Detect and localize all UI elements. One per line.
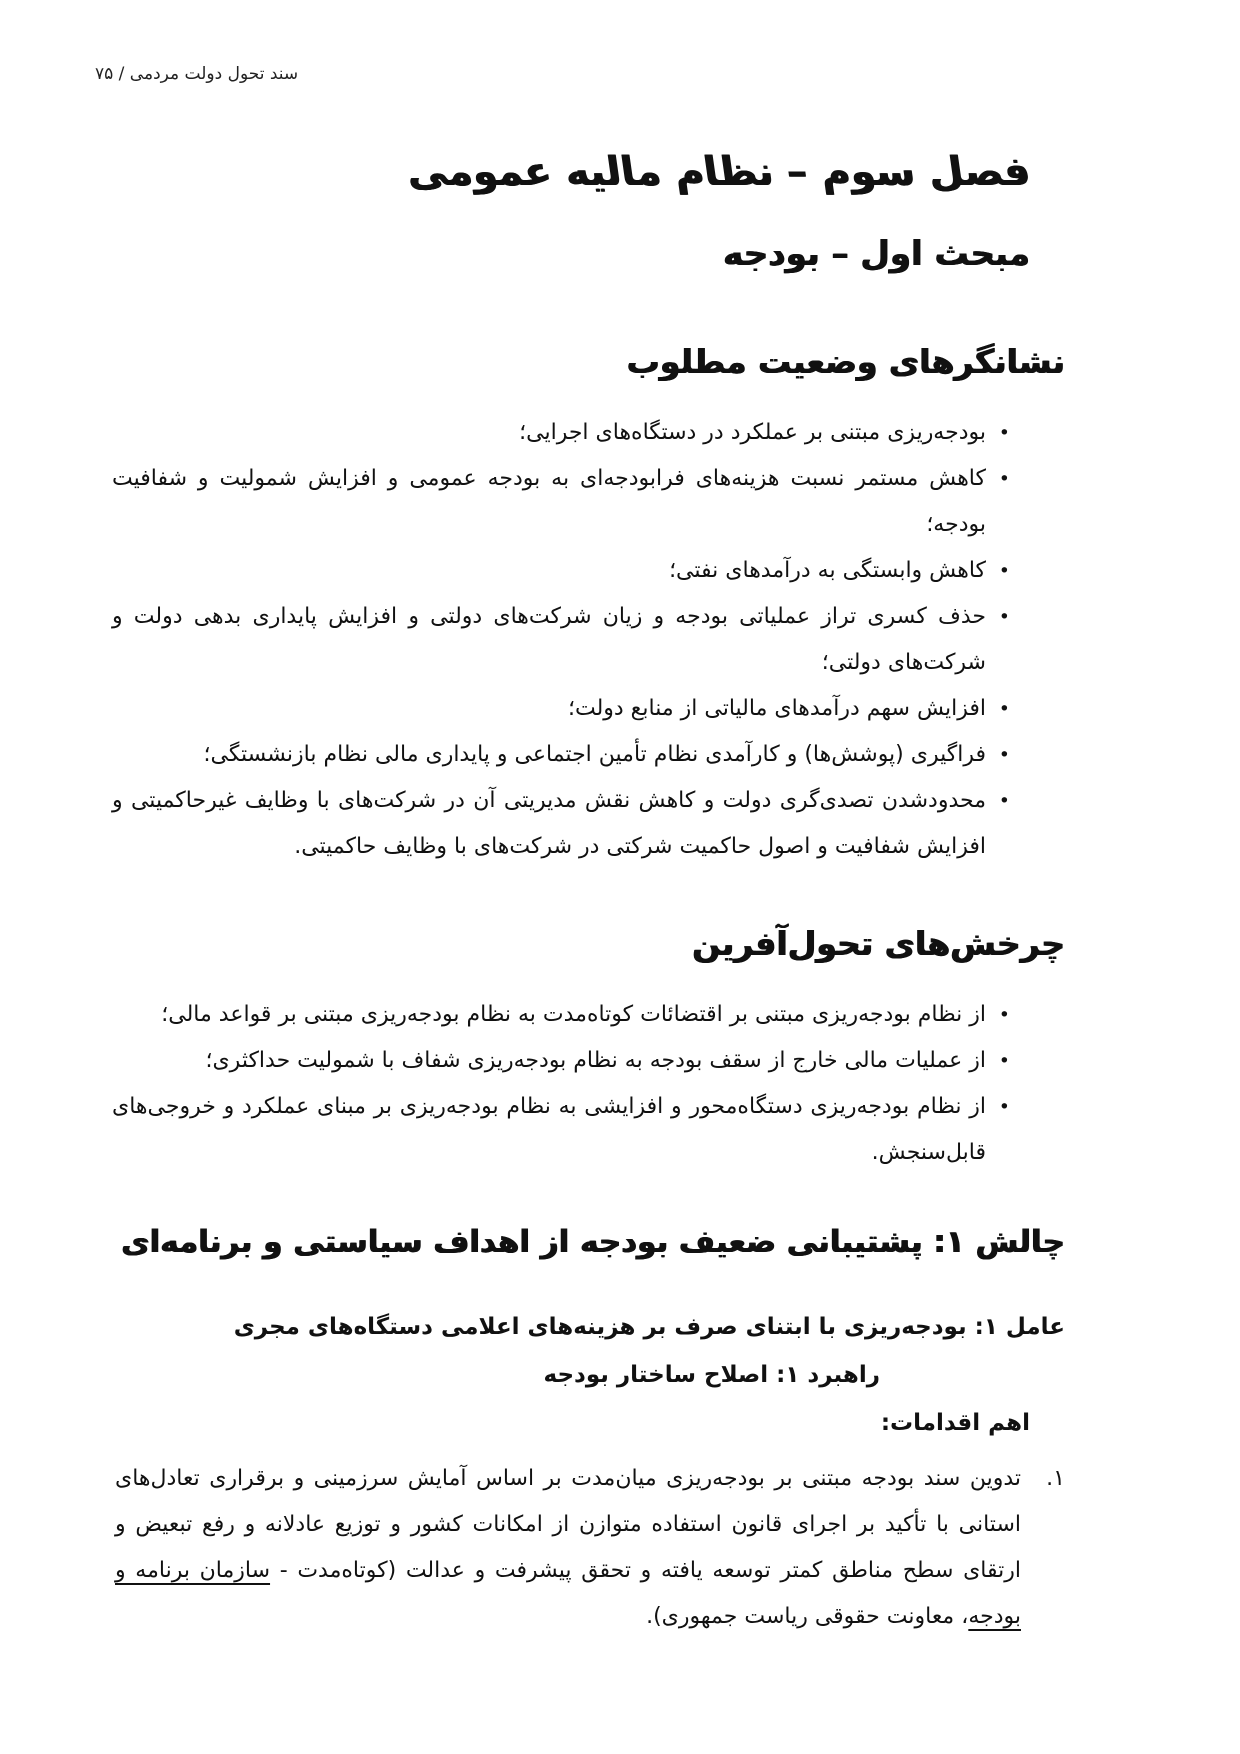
actions-list [115,1456,1065,1640]
action-underlined-organization: سازمان برنامه و بودجه [115,1557,1021,1629]
bullet-icon: • [998,560,1010,583]
bullet-icon: • [998,606,1010,629]
bullet-icon: • [998,1095,1010,1118]
chapter-title-text: فصل سوم – نظام مالیه عمومی [403,149,1034,195]
list-item [112,1038,1010,1084]
list-item [112,686,1010,732]
bullet-icon: • [998,698,1010,721]
list-item [112,594,1010,686]
list-item-text: کاهش وابستگی به درآمدهای نفتی؛ [669,558,986,584]
bullet-icon: • [998,1003,1010,1026]
list-item-text: از نظام بودجه‌ریزی دستگاه‌محور و افزایشی به نظام بودجه‌ریزی بر مبنای عملکرد و خروجی‌های قابل‌سنجش. [112,1093,986,1165]
running-header: سند تحول دولت مردمی / ۷۵ [95,64,299,84]
bullet-icon: • [998,1049,1010,1072]
bullet-icon: • [998,790,1010,813]
list-item-text: فراگیری (پوشش‌ها) و کارآمدی نظام تأمین اجتماعی و پایداری مالی نظام بازنشستگی؛ [203,742,986,768]
bullet-icon: • [998,744,1010,767]
strategy-line: راهبرد ۱: اصلاح ساختار بودجه [543,1361,880,1388]
bullet-icon: • [998,422,1010,445]
indicators-heading: نشانگرهای وضعیت مطلوب [626,342,1065,382]
list-item [112,778,1010,870]
bullet-icon: • [998,468,1010,491]
indicators-list [112,410,1010,870]
list-item [112,1084,1010,1176]
action-text-before: تدوین سند بودجه مبتنی بر بودجه‌ریزی میان‌مدت بر اساس آمایش سرزمینی و برقراری تعادل‌های استانی با تأکید بر اجرای قانون استفاده متوازن از امکانات کشور و توزیع عادلانه و رفع تبعیض و ارتقای سطح مناطق کمتر توسعه یافته و تحقق پیشرفت و عدالت (کوتاه‌مدت - [115,1465,1021,1583]
list-item-text: بودجه‌ریزی مبتنی بر عملکرد در دستگاه‌های اجرایی؛ [519,420,986,446]
action-text [115,1456,1021,1640]
list-item-text: افزایش سهم درآمدهای مالیاتی از منابع دولت؛ [567,696,986,722]
pivots-list [112,992,1010,1176]
action-number: ۱. [1046,1465,1065,1491]
pivots-heading: چرخش‌های تحول‌آفرین [692,924,1065,964]
list-item [112,548,1010,594]
list-item [112,732,1010,778]
list-item-text: محدودشدن تصدی‌گری دولت و کاهش نقش مدیریتی آن در شرکت‌های با وظایف غیرحاکمیتی و افزایش شفافیت و اصول حاکمیت شرکتی در شرکت‌های با وظایف حاکمیتی. [112,788,986,860]
chapter-title [0,0,1240,198]
list-item-text: کاهش مستمر نسبت هزینه‌های فرابودجه‌ای به بودجه عمومی و افزایش شمولیت و شفافیت بودجه؛ [112,466,986,538]
list-item [112,410,1010,456]
list-item-text: حذف کسری تراز عملیاتی بودجه و زیان شرکت‌های دولتی و افزایش پایداری بدهی دولت و شرکت‌های دولتی؛ [112,604,986,676]
topic-title: مبحث اول – بودجه [723,234,1030,274]
challenge-heading: چالش ۱: پشتیبانی ضعیف بودجه از اهداف سیاستی و برنامه‌ای [121,1223,1065,1260]
factor-line: عامل ۱: بودجه‌ریزی با ابتنای صرف بر هزینه‌های اعلامی دستگاه‌های مجری [233,1313,1065,1340]
actions-label: اهم اقدامات: [880,1409,1030,1436]
list-item-text: از عملیات مالی خارج از سقف بودجه به نظام بودجه‌ریزی شفاف با شمولیت حداکثری؛ [205,1047,986,1073]
list-item-text: از نظام بودجه‌ریزی مبتنی بر اقتضائات کوتاه‌مدت به نظام بودجه‌ریزی مبتنی بر قواعد مالی؛ [161,1001,986,1027]
action-item [115,1456,1065,1640]
list-item [112,992,1010,1038]
list-item [112,456,1010,548]
action-text-after: ، معاونت حقوقی ریاست جمهوری). [646,1603,969,1629]
